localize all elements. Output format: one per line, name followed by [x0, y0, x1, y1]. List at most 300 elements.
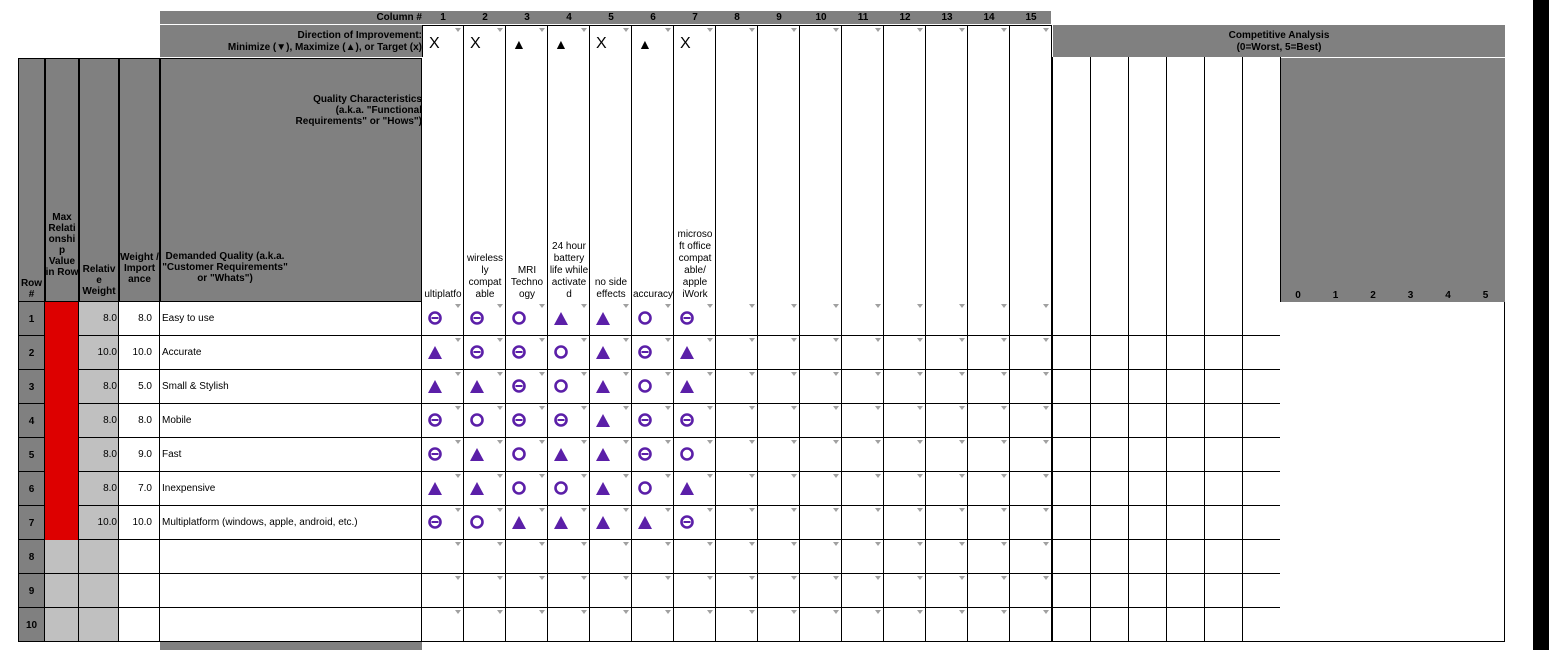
competitive-cell[interactable] [1167, 438, 1205, 472]
direction-cell-13[interactable] [926, 25, 968, 58]
dropdown-arrow-icon[interactable] [455, 542, 461, 546]
dropdown-arrow-icon[interactable] [455, 304, 461, 308]
relationship-cell[interactable] [884, 574, 926, 608]
dropdown-arrow-icon[interactable] [1001, 338, 1007, 342]
competitive-cell[interactable] [1243, 438, 1281, 472]
dropdown-arrow-icon[interactable] [455, 406, 461, 410]
competitive-cell[interactable] [1053, 540, 1091, 574]
dropdown-arrow-icon[interactable] [833, 372, 839, 376]
competitive-cell[interactable] [1091, 438, 1129, 472]
relationship-cell[interactable] [506, 302, 548, 336]
dropdown-arrow-icon[interactable] [749, 576, 755, 580]
relationship-cell[interactable] [632, 404, 674, 438]
dropdown-arrow-icon[interactable] [581, 610, 587, 614]
dropdown-arrow-icon[interactable] [1001, 542, 1007, 546]
dropdown-arrow-icon[interactable] [497, 508, 503, 512]
relationship-cell[interactable] [422, 302, 464, 336]
relationship-cell[interactable] [1010, 608, 1052, 642]
dropdown-arrow-icon[interactable] [749, 542, 755, 546]
dropdown-arrow-icon[interactable] [875, 372, 881, 376]
relationship-cell[interactable] [632, 336, 674, 370]
relationship-cell[interactable] [716, 370, 758, 404]
dropdown-arrow-icon[interactable] [539, 338, 545, 342]
dropdown-arrow-icon[interactable] [581, 474, 587, 478]
relationship-cell[interactable] [464, 302, 506, 336]
dropdown-arrow-icon[interactable] [917, 610, 923, 614]
competitive-cell[interactable] [1129, 370, 1167, 404]
dropdown-arrow-icon[interactable] [749, 406, 755, 410]
relationship-cell[interactable] [632, 370, 674, 404]
dropdown-arrow-icon[interactable] [1001, 508, 1007, 512]
dropdown-arrow-icon[interactable] [497, 28, 503, 32]
dropdown-arrow-icon[interactable] [497, 542, 503, 546]
competitive-cell[interactable] [1205, 472, 1243, 506]
competitive-cell[interactable] [1129, 404, 1167, 438]
competitive-cell[interactable] [1091, 302, 1129, 336]
competitive-cell[interactable] [1167, 302, 1205, 336]
relationship-cell[interactable] [632, 608, 674, 642]
relationship-cell[interactable] [758, 302, 800, 336]
competitive-cell[interactable] [1053, 336, 1091, 370]
dropdown-arrow-icon[interactable] [959, 440, 965, 444]
dropdown-arrow-icon[interactable] [623, 406, 629, 410]
relationship-cell[interactable] [842, 506, 884, 540]
dropdown-arrow-icon[interactable] [581, 440, 587, 444]
dropdown-arrow-icon[interactable] [917, 508, 923, 512]
dropdown-arrow-icon[interactable] [455, 440, 461, 444]
dropdown-arrow-icon[interactable] [539, 28, 545, 32]
direction-cell-11[interactable] [842, 25, 884, 58]
competitive-cell[interactable] [1167, 472, 1205, 506]
demanded-quality-text[interactable]: Inexpensive [162, 483, 216, 494]
relationship-cell[interactable] [548, 438, 590, 472]
dropdown-arrow-icon[interactable] [1001, 304, 1007, 308]
dropdown-arrow-icon[interactable] [497, 610, 503, 614]
relationship-cell[interactable] [716, 472, 758, 506]
relationship-cell[interactable] [884, 438, 926, 472]
direction-cell-3[interactable] [506, 25, 548, 58]
competitive-cell[interactable] [1205, 336, 1243, 370]
direction-cell-6[interactable] [632, 25, 674, 58]
dropdown-arrow-icon[interactable] [623, 338, 629, 342]
dropdown-arrow-icon[interactable] [959, 28, 965, 32]
competitive-cell[interactable] [1205, 506, 1243, 540]
dropdown-arrow-icon[interactable] [1043, 610, 1049, 614]
dropdown-arrow-icon[interactable] [581, 576, 587, 580]
dropdown-arrow-icon[interactable] [539, 440, 545, 444]
relationship-cell[interactable] [590, 540, 632, 574]
relationship-cell[interactable] [590, 472, 632, 506]
competitive-cell[interactable] [1243, 506, 1281, 540]
competitive-cell[interactable] [1053, 506, 1091, 540]
relationship-cell[interactable] [674, 336, 716, 370]
relationship-cell[interactable] [758, 574, 800, 608]
relationship-cell[interactable] [758, 608, 800, 642]
competitive-cell[interactable] [1167, 540, 1205, 574]
relationship-cell[interactable] [926, 438, 968, 472]
competitive-cell[interactable] [1091, 404, 1129, 438]
relationship-cell[interactable] [464, 336, 506, 370]
relationship-cell[interactable] [422, 404, 464, 438]
relationship-cell[interactable] [716, 574, 758, 608]
relationship-cell[interactable] [884, 370, 926, 404]
competitive-cell[interactable] [1091, 336, 1129, 370]
relationship-cell[interactable] [632, 574, 674, 608]
dropdown-arrow-icon[interactable] [455, 372, 461, 376]
dropdown-arrow-icon[interactable] [1001, 372, 1007, 376]
relationship-cell[interactable] [506, 608, 548, 642]
dropdown-arrow-icon[interactable] [1001, 440, 1007, 444]
dropdown-arrow-icon[interactable] [749, 440, 755, 444]
competitive-cell[interactable] [1243, 540, 1281, 574]
weight-cell[interactable] [119, 540, 160, 574]
relationship-cell[interactable] [884, 302, 926, 336]
dropdown-arrow-icon[interactable] [749, 474, 755, 478]
dropdown-arrow-icon[interactable] [1043, 576, 1049, 580]
relationship-cell[interactable] [716, 506, 758, 540]
relationship-cell[interactable] [506, 506, 548, 540]
dropdown-arrow-icon[interactable] [749, 372, 755, 376]
relationship-cell[interactable] [968, 370, 1010, 404]
competitive-cell[interactable] [1129, 472, 1167, 506]
relationship-cell[interactable] [842, 540, 884, 574]
competitive-cell[interactable] [1129, 540, 1167, 574]
dropdown-arrow-icon[interactable] [917, 576, 923, 580]
competitive-cell[interactable] [1091, 370, 1129, 404]
dropdown-arrow-icon[interactable] [833, 440, 839, 444]
dropdown-arrow-icon[interactable] [791, 474, 797, 478]
dropdown-arrow-icon[interactable] [539, 372, 545, 376]
dropdown-arrow-icon[interactable] [875, 406, 881, 410]
dropdown-arrow-icon[interactable] [1043, 28, 1049, 32]
competitive-cell[interactable] [1167, 608, 1205, 642]
dropdown-arrow-icon[interactable] [791, 338, 797, 342]
dropdown-arrow-icon[interactable] [455, 610, 461, 614]
dropdown-arrow-icon[interactable] [749, 28, 755, 32]
dropdown-arrow-icon[interactable] [623, 542, 629, 546]
dropdown-arrow-icon[interactable] [875, 304, 881, 308]
relationship-cell[interactable] [716, 302, 758, 336]
relationship-cell[interactable] [926, 506, 968, 540]
dropdown-arrow-icon[interactable] [581, 542, 587, 546]
dropdown-arrow-icon[interactable] [455, 576, 461, 580]
relationship-cell[interactable] [590, 574, 632, 608]
relationship-cell[interactable] [674, 438, 716, 472]
relationship-cell[interactable] [464, 438, 506, 472]
relationship-cell[interactable] [1010, 302, 1052, 336]
relationship-cell[interactable] [632, 438, 674, 472]
relationship-cell[interactable] [422, 438, 464, 472]
competitive-cell[interactable] [1167, 506, 1205, 540]
dropdown-arrow-icon[interactable] [833, 474, 839, 478]
relationship-cell[interactable] [632, 506, 674, 540]
dropdown-arrow-icon[interactable] [665, 440, 671, 444]
relationship-cell[interactable] [968, 302, 1010, 336]
dropdown-arrow-icon[interactable] [539, 610, 545, 614]
direction-cell-8[interactable] [716, 25, 758, 58]
dropdown-arrow-icon[interactable] [875, 28, 881, 32]
dropdown-arrow-icon[interactable] [539, 474, 545, 478]
competitive-cell[interactable] [1243, 608, 1281, 642]
relationship-cell[interactable] [758, 472, 800, 506]
dropdown-arrow-icon[interactable] [665, 338, 671, 342]
dropdown-arrow-icon[interactable] [875, 440, 881, 444]
relationship-cell[interactable] [590, 438, 632, 472]
relationship-cell[interactable] [674, 608, 716, 642]
relationship-cell[interactable] [800, 574, 842, 608]
dropdown-arrow-icon[interactable] [833, 304, 839, 308]
dropdown-arrow-icon[interactable] [497, 304, 503, 308]
relationship-cell[interactable] [884, 540, 926, 574]
dropdown-arrow-icon[interactable] [707, 576, 713, 580]
relationship-cell[interactable] [674, 574, 716, 608]
dropdown-arrow-icon[interactable] [875, 508, 881, 512]
relationship-cell[interactable] [800, 438, 842, 472]
dropdown-arrow-icon[interactable] [917, 372, 923, 376]
weight-value[interactable]: 8.0 [138, 415, 152, 426]
dropdown-arrow-icon[interactable] [791, 406, 797, 410]
relationship-cell[interactable] [926, 574, 968, 608]
relationship-cell[interactable] [422, 472, 464, 506]
dropdown-arrow-icon[interactable] [1043, 338, 1049, 342]
relationship-cell[interactable] [548, 472, 590, 506]
relationship-cell[interactable] [548, 404, 590, 438]
dropdown-arrow-icon[interactable] [1043, 372, 1049, 376]
dropdown-arrow-icon[interactable] [833, 338, 839, 342]
relationship-cell[interactable] [716, 438, 758, 472]
dropdown-arrow-icon[interactable] [749, 338, 755, 342]
dropdown-arrow-icon[interactable] [1001, 610, 1007, 614]
dropdown-arrow-icon[interactable] [665, 372, 671, 376]
relationship-cell[interactable] [1010, 438, 1052, 472]
competitive-cell[interactable] [1205, 574, 1243, 608]
dropdown-arrow-icon[interactable] [791, 542, 797, 546]
competitive-cell[interactable] [1205, 302, 1243, 336]
relationship-cell[interactable] [590, 404, 632, 438]
dropdown-arrow-icon[interactable] [791, 304, 797, 308]
relationship-cell[interactable] [422, 574, 464, 608]
dropdown-arrow-icon[interactable] [623, 508, 629, 512]
relationship-cell[interactable] [842, 574, 884, 608]
relationship-cell[interactable] [506, 336, 548, 370]
dropdown-arrow-icon[interactable] [497, 406, 503, 410]
dropdown-arrow-icon[interactable] [749, 304, 755, 308]
relationship-cell[interactable] [800, 302, 842, 336]
relationship-cell[interactable] [590, 302, 632, 336]
dropdown-arrow-icon[interactable] [665, 508, 671, 512]
dropdown-arrow-icon[interactable] [497, 576, 503, 580]
competitive-cell[interactable] [1243, 336, 1281, 370]
relationship-cell[interactable] [632, 302, 674, 336]
competitive-cell[interactable] [1091, 608, 1129, 642]
relationship-cell[interactable] [464, 404, 506, 438]
relationship-cell[interactable] [884, 472, 926, 506]
dropdown-arrow-icon[interactable] [707, 406, 713, 410]
relationship-cell[interactable] [674, 404, 716, 438]
competitive-cell[interactable] [1129, 608, 1167, 642]
dropdown-arrow-icon[interactable] [623, 610, 629, 614]
dropdown-arrow-icon[interactable] [581, 28, 587, 32]
relationship-cell[interactable] [1010, 370, 1052, 404]
relationship-cell[interactable] [1010, 540, 1052, 574]
competitive-cell[interactable] [1053, 370, 1091, 404]
dropdown-arrow-icon[interactable] [1043, 304, 1049, 308]
dropdown-arrow-icon[interactable] [791, 440, 797, 444]
dropdown-arrow-icon[interactable] [959, 542, 965, 546]
competitive-cell[interactable] [1205, 540, 1243, 574]
relationship-cell[interactable] [800, 336, 842, 370]
direction-cell-1[interactable] [422, 25, 464, 58]
relationship-cell[interactable] [968, 336, 1010, 370]
relationship-cell[interactable] [1010, 472, 1052, 506]
dropdown-arrow-icon[interactable] [1043, 474, 1049, 478]
dropdown-arrow-icon[interactable] [791, 372, 797, 376]
relationship-cell[interactable] [422, 336, 464, 370]
weight-cell[interactable] [119, 608, 160, 642]
demanded-quality-text[interactable]: Small & Stylish [162, 381, 229, 392]
dropdown-arrow-icon[interactable] [665, 474, 671, 478]
relationship-cell[interactable] [422, 540, 464, 574]
competitive-cell[interactable] [1205, 438, 1243, 472]
relationship-cell[interactable] [716, 608, 758, 642]
relationship-cell[interactable] [842, 438, 884, 472]
dropdown-arrow-icon[interactable] [581, 304, 587, 308]
competitive-cell[interactable] [1129, 574, 1167, 608]
relationship-cell[interactable] [716, 336, 758, 370]
dropdown-arrow-icon[interactable] [791, 508, 797, 512]
dropdown-arrow-icon[interactable] [539, 576, 545, 580]
relationship-cell[interactable] [674, 472, 716, 506]
demanded-quality-cell[interactable] [160, 608, 422, 642]
dropdown-arrow-icon[interactable] [791, 28, 797, 32]
dropdown-arrow-icon[interactable] [707, 338, 713, 342]
dropdown-arrow-icon[interactable] [959, 576, 965, 580]
relationship-cell[interactable] [590, 506, 632, 540]
relationship-cell[interactable] [464, 472, 506, 506]
relationship-cell[interactable] [968, 438, 1010, 472]
relationship-cell[interactable] [800, 608, 842, 642]
relationship-cell[interactable] [674, 540, 716, 574]
relationship-cell[interactable] [968, 506, 1010, 540]
relationship-cell[interactable] [758, 506, 800, 540]
relationship-cell[interactable] [968, 472, 1010, 506]
relationship-cell[interactable] [758, 370, 800, 404]
dropdown-arrow-icon[interactable] [665, 576, 671, 580]
relationship-cell[interactable] [758, 336, 800, 370]
relationship-cell[interactable] [590, 608, 632, 642]
dropdown-arrow-icon[interactable] [917, 28, 923, 32]
relationship-cell[interactable] [506, 404, 548, 438]
relationship-cell[interactable] [590, 336, 632, 370]
relationship-cell[interactable] [926, 302, 968, 336]
dropdown-arrow-icon[interactable] [581, 338, 587, 342]
dropdown-arrow-icon[interactable] [623, 28, 629, 32]
demanded-quality-text[interactable]: Accurate [162, 347, 202, 358]
relationship-cell[interactable] [674, 506, 716, 540]
competitive-cell[interactable] [1243, 302, 1281, 336]
weight-value[interactable]: 5.0 [138, 381, 152, 392]
dropdown-arrow-icon[interactable] [707, 28, 713, 32]
dropdown-arrow-icon[interactable] [497, 440, 503, 444]
competitive-cell[interactable] [1167, 336, 1205, 370]
relationship-cell[interactable] [758, 438, 800, 472]
dropdown-arrow-icon[interactable] [959, 508, 965, 512]
competitive-cell[interactable] [1053, 404, 1091, 438]
dropdown-arrow-icon[interactable] [623, 372, 629, 376]
dropdown-arrow-icon[interactable] [1001, 28, 1007, 32]
competitive-cell[interactable] [1091, 574, 1129, 608]
demanded-quality-text[interactable]: Multiplatform (windows, apple, android, etc.) [162, 517, 358, 528]
direction-cell-5[interactable] [590, 25, 632, 58]
dropdown-arrow-icon[interactable] [959, 474, 965, 478]
relationship-cell[interactable] [506, 540, 548, 574]
relationship-cell[interactable] [926, 472, 968, 506]
competitive-cell[interactable] [1053, 608, 1091, 642]
demanded-quality-text[interactable]: Fast [162, 449, 182, 460]
competitive-cell[interactable] [1205, 608, 1243, 642]
dropdown-arrow-icon[interactable] [455, 474, 461, 478]
relationship-cell[interactable] [464, 574, 506, 608]
dropdown-arrow-icon[interactable] [623, 576, 629, 580]
competitive-cell[interactable] [1167, 404, 1205, 438]
relationship-cell[interactable] [632, 540, 674, 574]
dropdown-arrow-icon[interactable] [1043, 440, 1049, 444]
dropdown-arrow-icon[interactable] [1001, 406, 1007, 410]
direction-cell-9[interactable] [758, 25, 800, 58]
relationship-cell[interactable] [632, 472, 674, 506]
competitive-cell[interactable] [1129, 302, 1167, 336]
competitive-cell[interactable] [1243, 574, 1281, 608]
dropdown-arrow-icon[interactable] [455, 338, 461, 342]
relationship-cell[interactable] [506, 574, 548, 608]
dropdown-arrow-icon[interactable] [791, 610, 797, 614]
dropdown-arrow-icon[interactable] [875, 542, 881, 546]
relationship-cell[interactable] [884, 336, 926, 370]
relationship-cell[interactable] [884, 404, 926, 438]
relationship-cell[interactable] [800, 404, 842, 438]
relationship-cell[interactable] [968, 574, 1010, 608]
competitive-cell[interactable] [1167, 574, 1205, 608]
dropdown-arrow-icon[interactable] [917, 304, 923, 308]
dropdown-arrow-icon[interactable] [707, 440, 713, 444]
dropdown-arrow-icon[interactable] [917, 542, 923, 546]
dropdown-arrow-icon[interactable] [959, 372, 965, 376]
dropdown-arrow-icon[interactable] [875, 576, 881, 580]
dropdown-arrow-icon[interactable] [707, 508, 713, 512]
direction-cell-7[interactable] [674, 25, 716, 58]
dropdown-arrow-icon[interactable] [497, 338, 503, 342]
relationship-cell[interactable] [842, 336, 884, 370]
relationship-cell[interactable] [926, 336, 968, 370]
relationship-cell[interactable] [548, 506, 590, 540]
dropdown-arrow-icon[interactable] [581, 508, 587, 512]
demanded-quality-cell[interactable] [160, 574, 422, 608]
relationship-cell[interactable] [800, 472, 842, 506]
dropdown-arrow-icon[interactable] [455, 28, 461, 32]
dropdown-arrow-icon[interactable] [917, 338, 923, 342]
relationship-cell[interactable] [506, 370, 548, 404]
relationship-cell[interactable] [506, 438, 548, 472]
dropdown-arrow-icon[interactable] [539, 304, 545, 308]
relationship-cell[interactable] [842, 370, 884, 404]
dropdown-arrow-icon[interactable] [875, 338, 881, 342]
competitive-cell[interactable] [1091, 506, 1129, 540]
relationship-cell[interactable] [674, 370, 716, 404]
competitive-cell[interactable] [1129, 336, 1167, 370]
relationship-cell[interactable] [758, 540, 800, 574]
relationship-cell[interactable] [842, 608, 884, 642]
demanded-quality-cell[interactable] [160, 540, 422, 574]
